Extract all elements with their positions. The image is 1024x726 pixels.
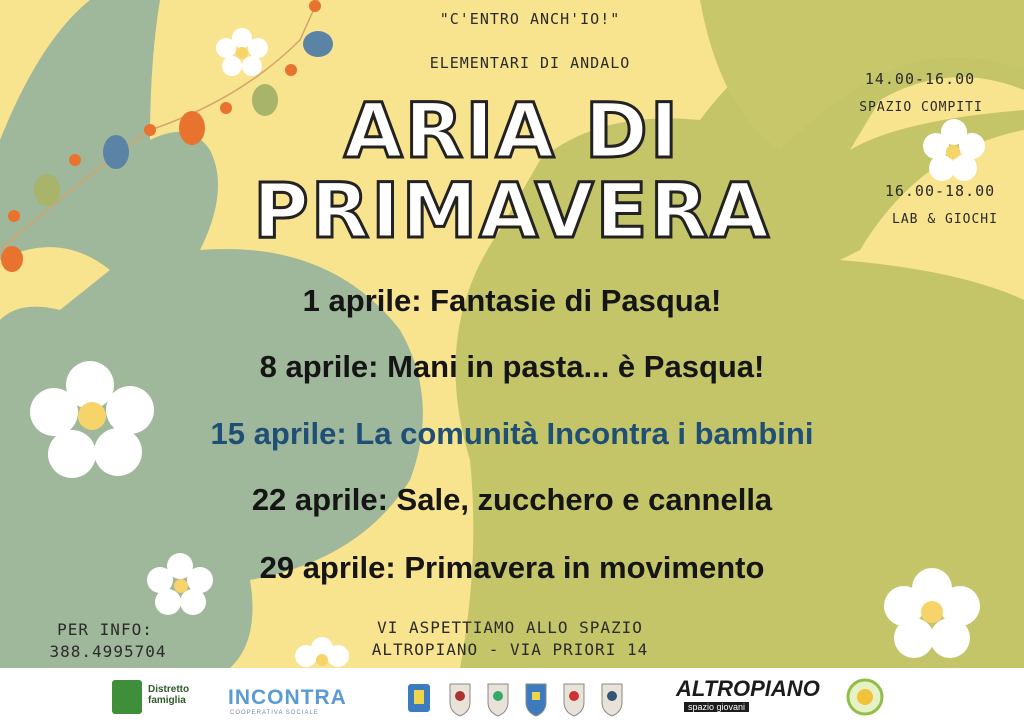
- title-line-2: PRIMAVERA: [253, 166, 771, 255]
- coat-of-arms-icon: [404, 676, 634, 720]
- event-item: 22 aprile: Sale, zucchero e cannella: [251, 482, 773, 517]
- venue-line-1: VI ASPETTIAMO ALLO SPAZIO: [377, 618, 643, 637]
- event-item-highlighted: 15 aprile: La comunità Incontra i bambini: [210, 416, 814, 451]
- egg-icon: [34, 174, 60, 206]
- egg-icon: [303, 31, 333, 57]
- event-item: 1 aprile: Fantasie di Pasqua!: [302, 283, 722, 318]
- municipality-crests: [404, 676, 634, 720]
- subtitle-text: ELEMENTARI DI ANDALO: [429, 54, 631, 72]
- schedule-label-2: LAB & GIOCHI: [892, 212, 998, 227]
- altropiano-logo: ALTROPIANO spazio giovani: [676, 676, 820, 712]
- event-item: 29 aprile: Primavera in movimento: [259, 550, 765, 585]
- title-line-1: ARIA DI: [343, 86, 681, 175]
- event-item: 8 aprile: Mani in pasta... è Pasqua!: [259, 349, 765, 384]
- footer-logos: [0, 668, 1024, 726]
- circle-emblem-icon: [846, 678, 884, 716]
- schedule-time-1: 14.00-16.00: [864, 70, 976, 88]
- flower-icon: [216, 28, 268, 76]
- schedule-time-2: 16.00-18.00: [884, 182, 996, 200]
- egg-icon: [179, 111, 205, 145]
- incontra-logo: INCONTRA COOPERATIVA SOCIALE: [228, 686, 347, 716]
- round-logo: [846, 678, 884, 716]
- distretto-famiglia-logo: Distretto famiglia: [112, 678, 212, 716]
- schedule-label-1: SPAZIO COMPITI: [859, 100, 983, 115]
- flower-icon: [295, 637, 349, 667]
- egg-icon: [1, 246, 23, 272]
- quote-text: "C'ENTRO ANCH'IO!": [439, 10, 621, 28]
- info-phone: 388.4995704: [49, 642, 167, 661]
- venue-line-2: ALTROPIANO - VIA PRIORI 14: [371, 640, 649, 659]
- info-label: PER INFO:: [57, 620, 153, 639]
- egg-icon: [103, 135, 129, 169]
